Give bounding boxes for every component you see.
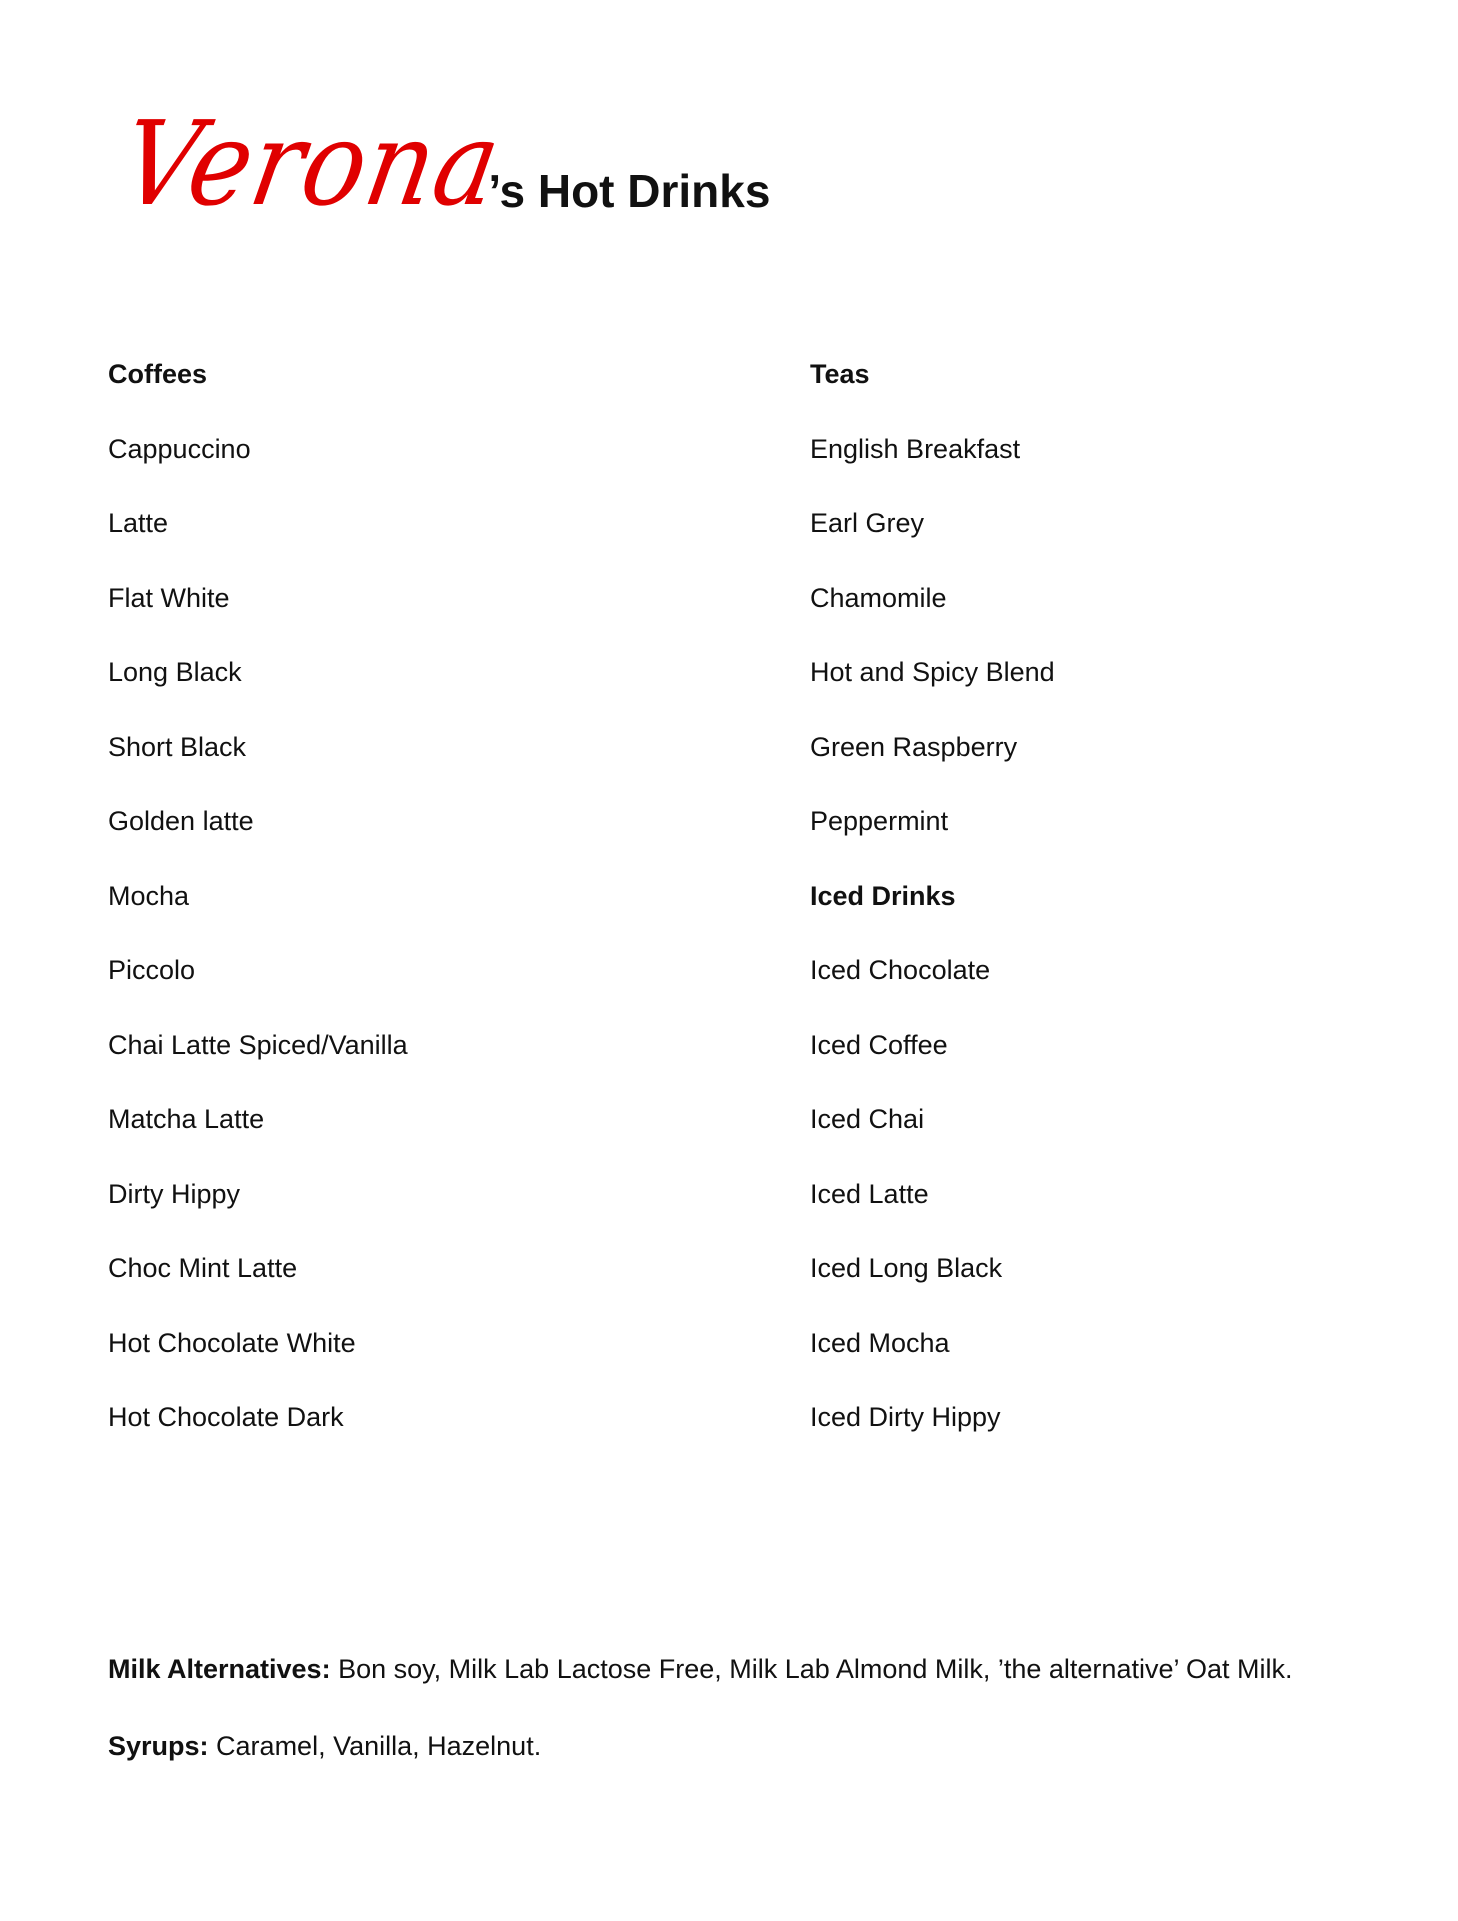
- title-suffix: ’s Hot Drinks: [488, 165, 771, 217]
- teas-heading: Teas: [810, 359, 870, 389]
- list-item: Golden latte: [108, 806, 254, 836]
- milk-alternatives-line: [108, 1654, 1292, 1685]
- list-item: Hot Chocolate Dark: [108, 1402, 344, 1432]
- list-item: Iced Long Black: [810, 1253, 1003, 1283]
- list-item: Latte: [108, 508, 169, 538]
- list-item: Iced Latte: [810, 1178, 929, 1209]
- milk-alternatives-label: Milk Alternatives:: [108, 1654, 331, 1684]
- list-item: Iced Mocha: [810, 1327, 950, 1358]
- list-item: Peppermint: [810, 806, 949, 836]
- list-item: Earl Grey: [810, 508, 925, 538]
- list-item: Dirty Hippy: [108, 1178, 241, 1209]
- page-title: [112, 95, 771, 232]
- list-item: Chai Latte Spiced/Vanilla: [108, 1029, 408, 1060]
- iced-drinks-heading: Iced Drinks: [810, 880, 956, 911]
- list-item: Iced Chocolate: [810, 955, 991, 985]
- syrups-line: [108, 1731, 541, 1762]
- list-item: Matcha Latte: [108, 1104, 265, 1134]
- list-item: Chamomile: [810, 582, 947, 613]
- syrups-text: Caramel, Vanilla, Hazelnut.: [216, 1731, 542, 1761]
- teas-iced-column: [810, 354, 1055, 1472]
- list-item: Hot Chocolate White: [108, 1327, 356, 1358]
- list-item: Iced Dirty Hippy: [810, 1402, 1001, 1432]
- list-item: Long Black: [108, 657, 242, 687]
- coffees-column: [108, 354, 408, 1472]
- list-item: Piccolo: [108, 955, 196, 985]
- list-item: Iced Coffee: [810, 1029, 948, 1060]
- list-item: Mocha: [108, 880, 190, 911]
- list-item: Choc Mint Latte: [108, 1253, 298, 1283]
- coffees-heading: Coffees: [108, 359, 208, 389]
- milk-alternatives-text: Bon soy, Milk Lab Lactose Free, Milk Lab Almond Milk, ’the alternative’ Oat Milk.: [338, 1654, 1293, 1684]
- list-item: Green Raspberry: [810, 731, 1018, 762]
- brand-name: Verona: [112, 95, 511, 232]
- list-item: Short Black: [108, 731, 247, 762]
- syrups-label: Syrups:: [108, 1731, 209, 1761]
- list-item: Hot and Spicy Blend: [810, 657, 1055, 687]
- list-item: Cappuccino: [108, 433, 251, 464]
- list-item: Iced Chai: [810, 1104, 925, 1134]
- list-item: English Breakfast: [810, 433, 1021, 464]
- list-item: Flat White: [108, 582, 230, 613]
